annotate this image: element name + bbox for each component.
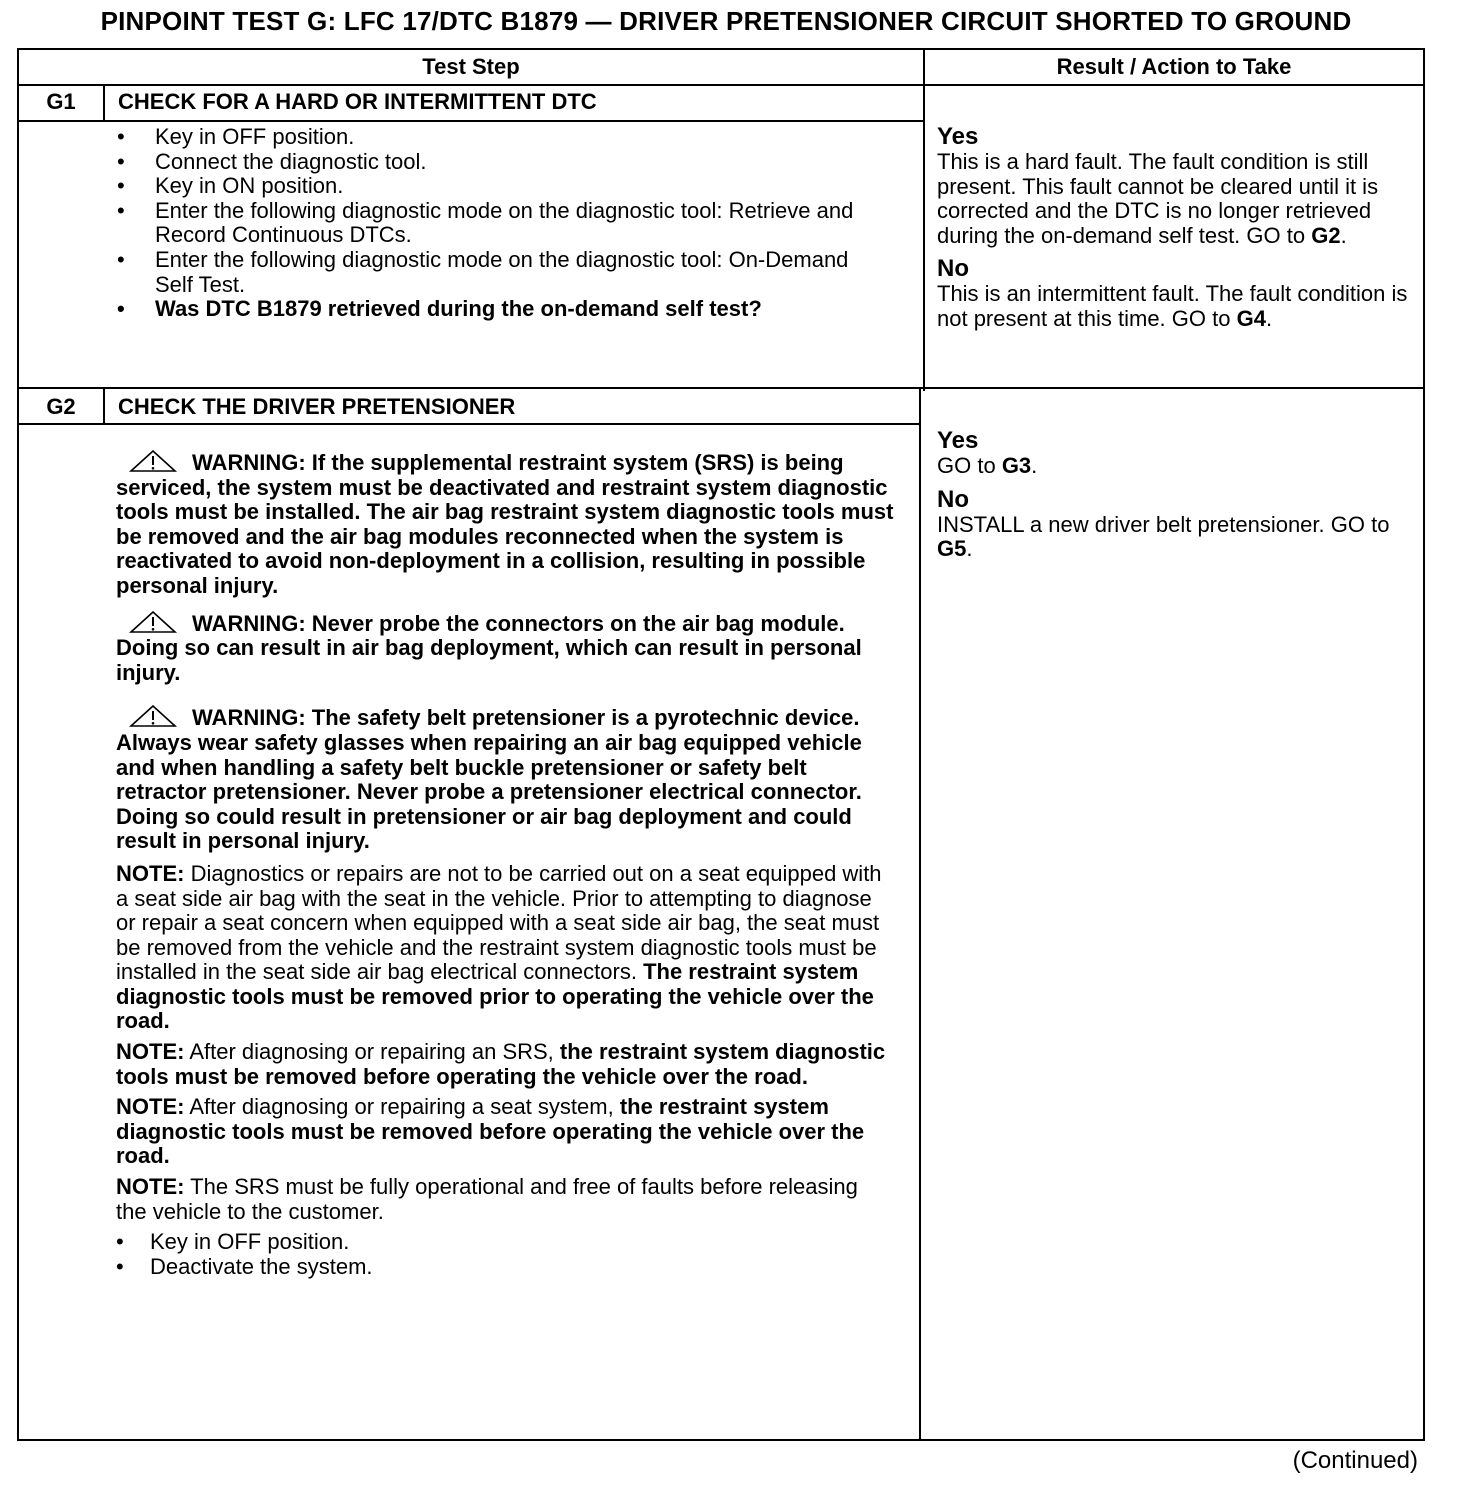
step-title-g2: CHECK THE DRIVER PRETENSIONER bbox=[118, 394, 516, 419]
warning-pretensioner: WARNING: The safety belt pretensioner is a pyrotechnic device. Always wear safety glasses when repairing an air bag equipped vehicle and when handling a safety belt buckle pretensioner or safety belt retractor pretensioner. Never probe a pretensioner electrical connector. Doing so could result in pretensioner or air bag deployment and could result in personal injury. bbox=[116, 705, 862, 854]
g1-no-action: This is an intermittent fault. The fault condition is not present at this time. GO to G4. bbox=[937, 281, 1408, 331]
g1-step: • Connect the diagnostic tool. bbox=[117, 150, 877, 175]
id-divider bbox=[103, 85, 105, 122]
g2-step: • Key in OFF position. bbox=[116, 1230, 894, 1255]
note-srs-operational: NOTE: The SRS must be fully operational and free of faults before releasing the vehicle to the customer. bbox=[116, 1174, 858, 1224]
header-test-step: Test Step bbox=[422, 54, 520, 79]
g2-no-label: No bbox=[937, 485, 969, 513]
g1-yes-target: G2 bbox=[1311, 222, 1341, 248]
g2-yes-action: GO to G3. bbox=[937, 453, 1038, 478]
header-result: Result / Action to Take bbox=[1056, 54, 1292, 79]
continued-label: (Continued) bbox=[1292, 1447, 1418, 1474]
g1-step: • Key in OFF position. bbox=[117, 125, 877, 150]
g1-no-target: G4 bbox=[1236, 305, 1266, 331]
step-id-g2: G2 bbox=[46, 394, 76, 419]
g2-body bbox=[116, 450, 894, 1279]
page-title: PINPOINT TEST G: LFC 17/DTC B1879 — DRIVER PRETENSIONER CIRCUIT SHORTED TO GROUND bbox=[100, 6, 1352, 36]
g1-step: • Enter the following diagnostic mode on the diagnostic tool: On-Demand Self Test. bbox=[117, 248, 877, 297]
g2-no-action: INSTALL a new driver belt pretensioner. GO to G5. bbox=[937, 511, 1390, 562]
g1-no-label: No bbox=[937, 255, 969, 283]
step-title-g1: CHECK FOR A HARD OR INTERMITTENT DTC bbox=[118, 89, 597, 114]
warning-connectors: WARNING: Never probe the connectors on the air bag module. Doing so can result in air bag deployment, which can result in personal injury. bbox=[116, 610, 862, 685]
g1-step: • Key in ON position. bbox=[117, 174, 877, 199]
warning-triangle-icon bbox=[128, 611, 178, 633]
step-id-g1: G1 bbox=[46, 89, 76, 114]
g1-yes-label: Yes bbox=[937, 123, 979, 150]
column-divider bbox=[919, 389, 921, 1441]
g1-yes-action: This is a hard fault. The fault condition is still present. This fault cannot be cleared until it is corrected and the DTC is no longer retrieved during the on-demand self test. GO to G2. bbox=[937, 149, 1379, 248]
column-divider bbox=[923, 48, 925, 391]
g2-results bbox=[937, 428, 1419, 570]
warning-triangle-icon bbox=[128, 705, 178, 727]
g1-question: • Was DTC B1879 retrieved during the on-demand self test? bbox=[117, 297, 877, 322]
g1-title-divider bbox=[17, 120, 924, 122]
g2-yes-label: Yes bbox=[937, 427, 979, 454]
g2-step: • Deactivate the system. bbox=[116, 1255, 894, 1280]
header-divider bbox=[17, 84, 1425, 86]
note-after-seat: NOTE: After diagnosing or repairing a seat system, the restraint system diagnostic tools must be removed before operating the vehicle over the road. bbox=[116, 1094, 865, 1169]
g1-step: • Enter the following diagnostic mode on the diagnostic tool: Retrieve and Record Continuous DTCs. bbox=[117, 199, 877, 248]
row-divider bbox=[17, 387, 1425, 389]
g1-steps bbox=[117, 125, 877, 322]
g2-no-target: G5 bbox=[937, 536, 967, 562]
warning-triangle-icon bbox=[128, 450, 178, 472]
note-after-srs: NOTE: After diagnosing or repairing an SRS, the restraint system diagnostic tools must be removed before operating the vehicle over the road. bbox=[116, 1039, 886, 1089]
g1-results bbox=[937, 124, 1419, 340]
g2-yes-target: G3 bbox=[1001, 453, 1032, 478]
warning-srs: WARNING: If the supplemental restraint system (SRS) is being serviced, the system must be deactivated and restraint system diagnostic tools must be installed. The air bag restraint system diagnostic tools must be removed and the air bag modules reconnected when the system is reactivated to avoid non-deployment in a collision, resulting in possible personal injury. bbox=[116, 450, 894, 598]
id-divider bbox=[103, 389, 105, 425]
g2-title-divider bbox=[17, 423, 920, 425]
note-seat-side-airbag: NOTE: Diagnostics or repairs are not to be carried out on a seat equipped with a seat side air bag with the seat in the vehicle. Prior to attempting to diagnose or repair a seat concern when equipped with a seat side air bag, the seat must be removed from the vehicle and the restraint system diagnostic tools must be installed in the seat side air bag electrical connectors. The restraint system diagnostic tools must be removed prior to operating the vehicle over the road. bbox=[116, 860, 882, 1034]
